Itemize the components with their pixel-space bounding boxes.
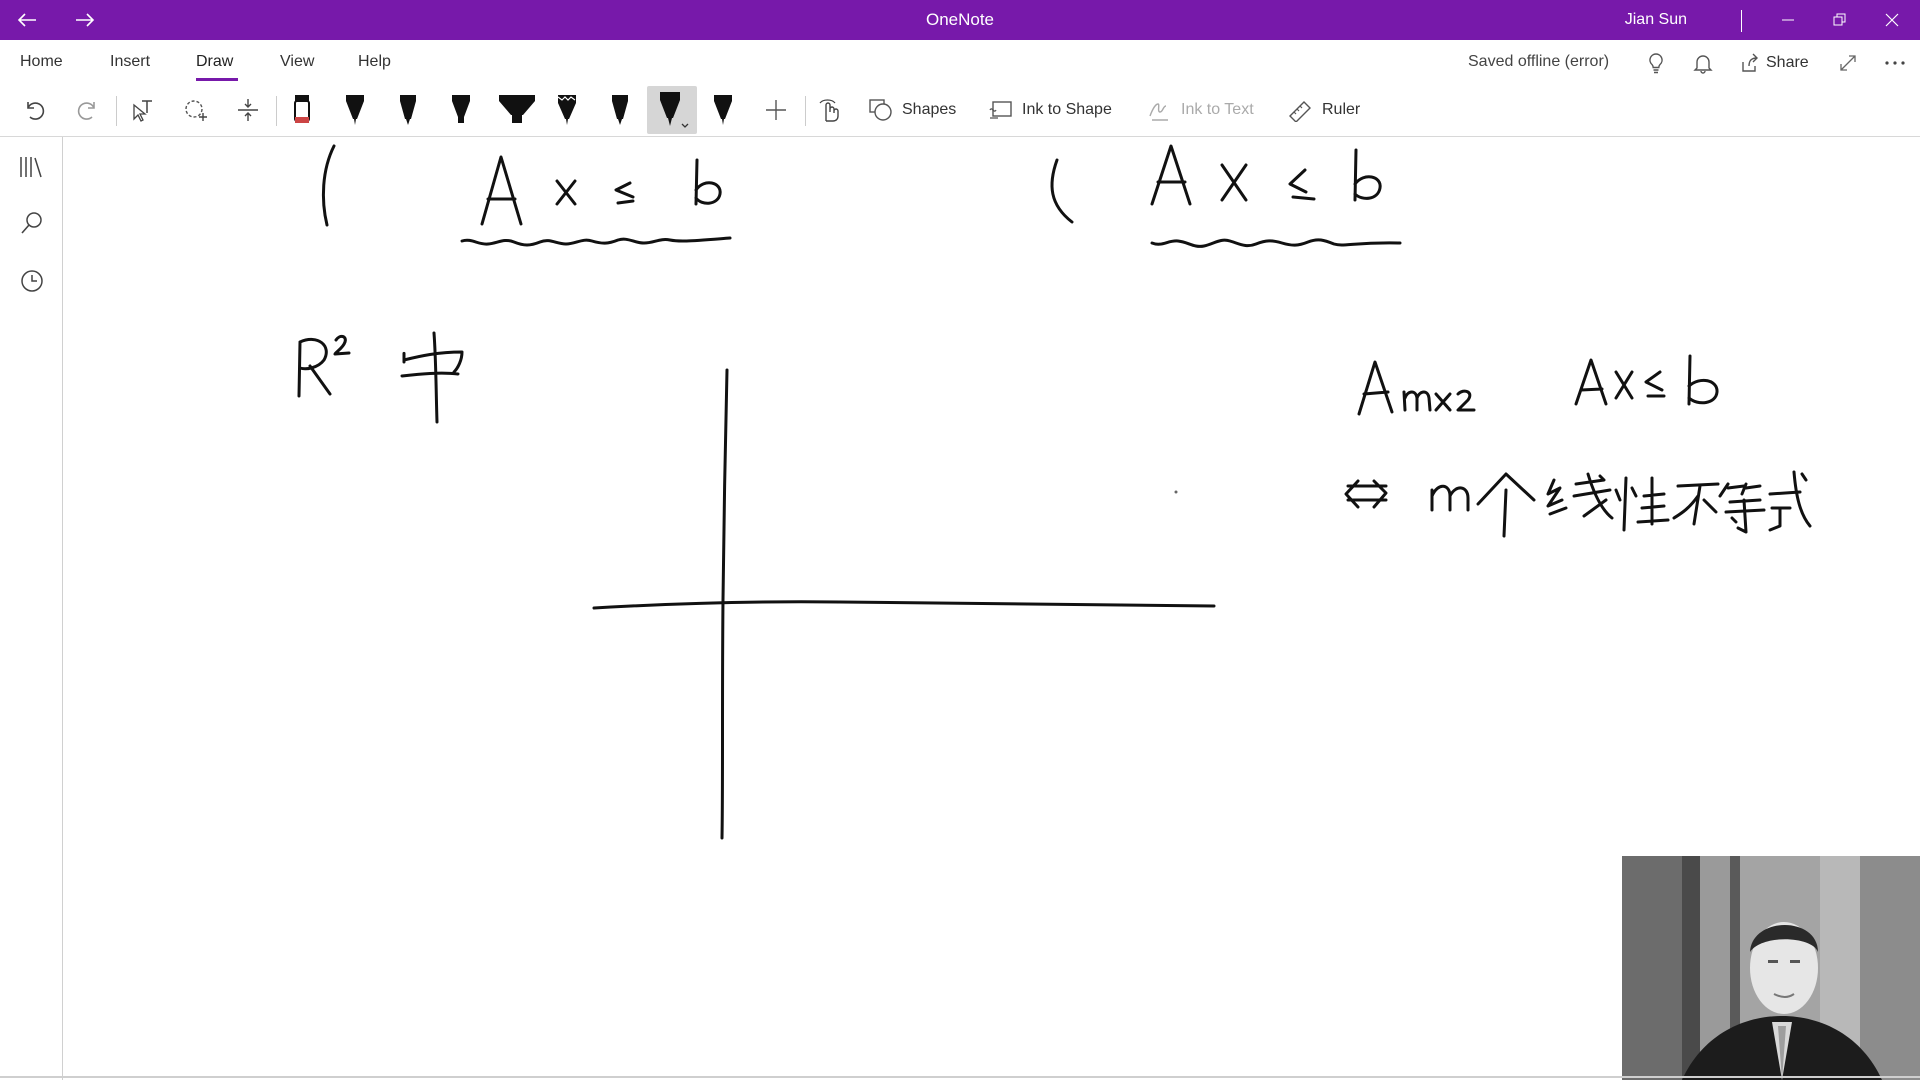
user-name[interactable]: Jian Sun [1624, 11, 1687, 28]
insert-space-icon [235, 97, 261, 123]
more-options-button[interactable] [1880, 48, 1910, 78]
pen-4-button[interactable] [602, 92, 638, 128]
eraser-icon [289, 93, 315, 127]
share-button[interactable] [1740, 53, 1809, 73]
ruler-button[interactable] [1288, 92, 1360, 128]
ink-to-text-label: Ink to Text [1181, 101, 1254, 118]
ink-dot [1175, 491, 1178, 494]
sync-status[interactable]: Saved offline (error) [1468, 53, 1610, 70]
toolbar-divider [116, 96, 117, 126]
library-icon [18, 154, 46, 180]
active-tab-indicator [196, 78, 238, 81]
tab-view[interactable]: View [280, 53, 315, 70]
lasso-icon [183, 97, 209, 123]
pen-3-button[interactable] [443, 92, 479, 128]
redo-button[interactable] [70, 92, 106, 128]
ink-inequality-left [323, 146, 730, 245]
shapes-label: Shapes [902, 101, 957, 118]
shapes-button[interactable] [868, 92, 956, 128]
text-cursor-select-icon [129, 97, 155, 123]
ink-to-shape-icon [988, 98, 1014, 122]
pen-1-button[interactable] [337, 92, 373, 128]
pen-icon [342, 93, 368, 127]
recent-button[interactable] [16, 265, 48, 297]
insert-space-button[interactable] [230, 92, 266, 128]
plus-icon [764, 98, 788, 122]
pen-icon [607, 93, 633, 127]
ink-r-squared [299, 333, 462, 422]
pencil-button[interactable] [549, 92, 585, 128]
ruler-label: Ruler [1322, 101, 1361, 118]
tab-draw[interactable]: Draw [196, 53, 234, 70]
pen-icon [652, 88, 692, 132]
presenter-video-image [1622, 856, 1920, 1080]
undo-icon [22, 98, 46, 122]
minimize-icon [1781, 13, 1795, 27]
type-select-button[interactable] [124, 92, 160, 128]
title-bar [0, 0, 1920, 40]
touch-draw-icon [817, 97, 843, 123]
ink-to-shape-label: Ink to Shape [1022, 101, 1112, 118]
search-button[interactable] [16, 207, 48, 239]
ink-matrix-label [1359, 356, 1717, 414]
ink-to-text-button[interactable] [1147, 92, 1254, 128]
share-icon [1740, 53, 1760, 73]
eraser-button[interactable] [284, 92, 320, 128]
restore-button[interactable] [1814, 0, 1866, 40]
draw-toolbar [0, 84, 1920, 137]
highlighter-button[interactable] [496, 92, 538, 128]
clock-icon [19, 268, 45, 294]
ribbon-tabs [0, 40, 1920, 84]
ink-coordinate-axes [594, 370, 1214, 838]
left-nav [0, 137, 63, 1080]
selected-pen-button[interactable] [647, 86, 697, 134]
ruler-icon [1288, 98, 1314, 122]
pen-icon [448, 93, 474, 127]
notifications-button[interactable] [1688, 48, 1718, 78]
tab-home[interactable]: Home [20, 53, 63, 70]
shapes-icon [868, 98, 894, 122]
fullscreen-button[interactable] [1833, 48, 1863, 78]
toolbar-divider [805, 96, 806, 126]
tab-help[interactable]: Help [358, 53, 391, 70]
touch-draw-button[interactable] [812, 92, 848, 128]
redo-icon [76, 98, 100, 122]
ink-equivalence-statement [1346, 472, 1810, 536]
minimize-button[interactable] [1762, 0, 1814, 40]
share-label: Share [1766, 54, 1809, 71]
lightbulb-icon [1646, 52, 1666, 74]
ink-to-shape-button[interactable] [988, 92, 1112, 128]
add-pen-button[interactable] [758, 92, 794, 128]
ink-to-text-icon [1147, 98, 1173, 122]
restore-icon [1833, 13, 1847, 27]
pen-icon [395, 93, 421, 127]
ellipsis-icon [1884, 60, 1906, 66]
pencil-icon [554, 93, 580, 127]
tab-insert[interactable]: Insert [110, 53, 151, 70]
lightbulb-button[interactable] [1641, 48, 1671, 78]
pen-2-button[interactable] [390, 92, 426, 128]
bell-icon [1693, 52, 1713, 74]
highlighter-icon [497, 93, 537, 127]
toolbar-divider [276, 96, 277, 126]
close-button[interactable] [1866, 0, 1918, 40]
undo-button[interactable] [16, 92, 52, 128]
pen-5-button[interactable] [705, 92, 741, 128]
lasso-select-button[interactable] [178, 92, 214, 128]
pen-icon [710, 93, 736, 127]
webcam-overlay [1622, 856, 1920, 1080]
app-title: OneNote [925, 10, 995, 29]
bottom-border [0, 1076, 1920, 1078]
close-icon [1885, 13, 1899, 27]
ink-inequality-right [1052, 146, 1400, 246]
notebooks-button[interactable] [16, 151, 48, 183]
expand-icon [1838, 53, 1858, 73]
search-icon [19, 210, 45, 236]
titlebar-divider [1741, 10, 1742, 32]
